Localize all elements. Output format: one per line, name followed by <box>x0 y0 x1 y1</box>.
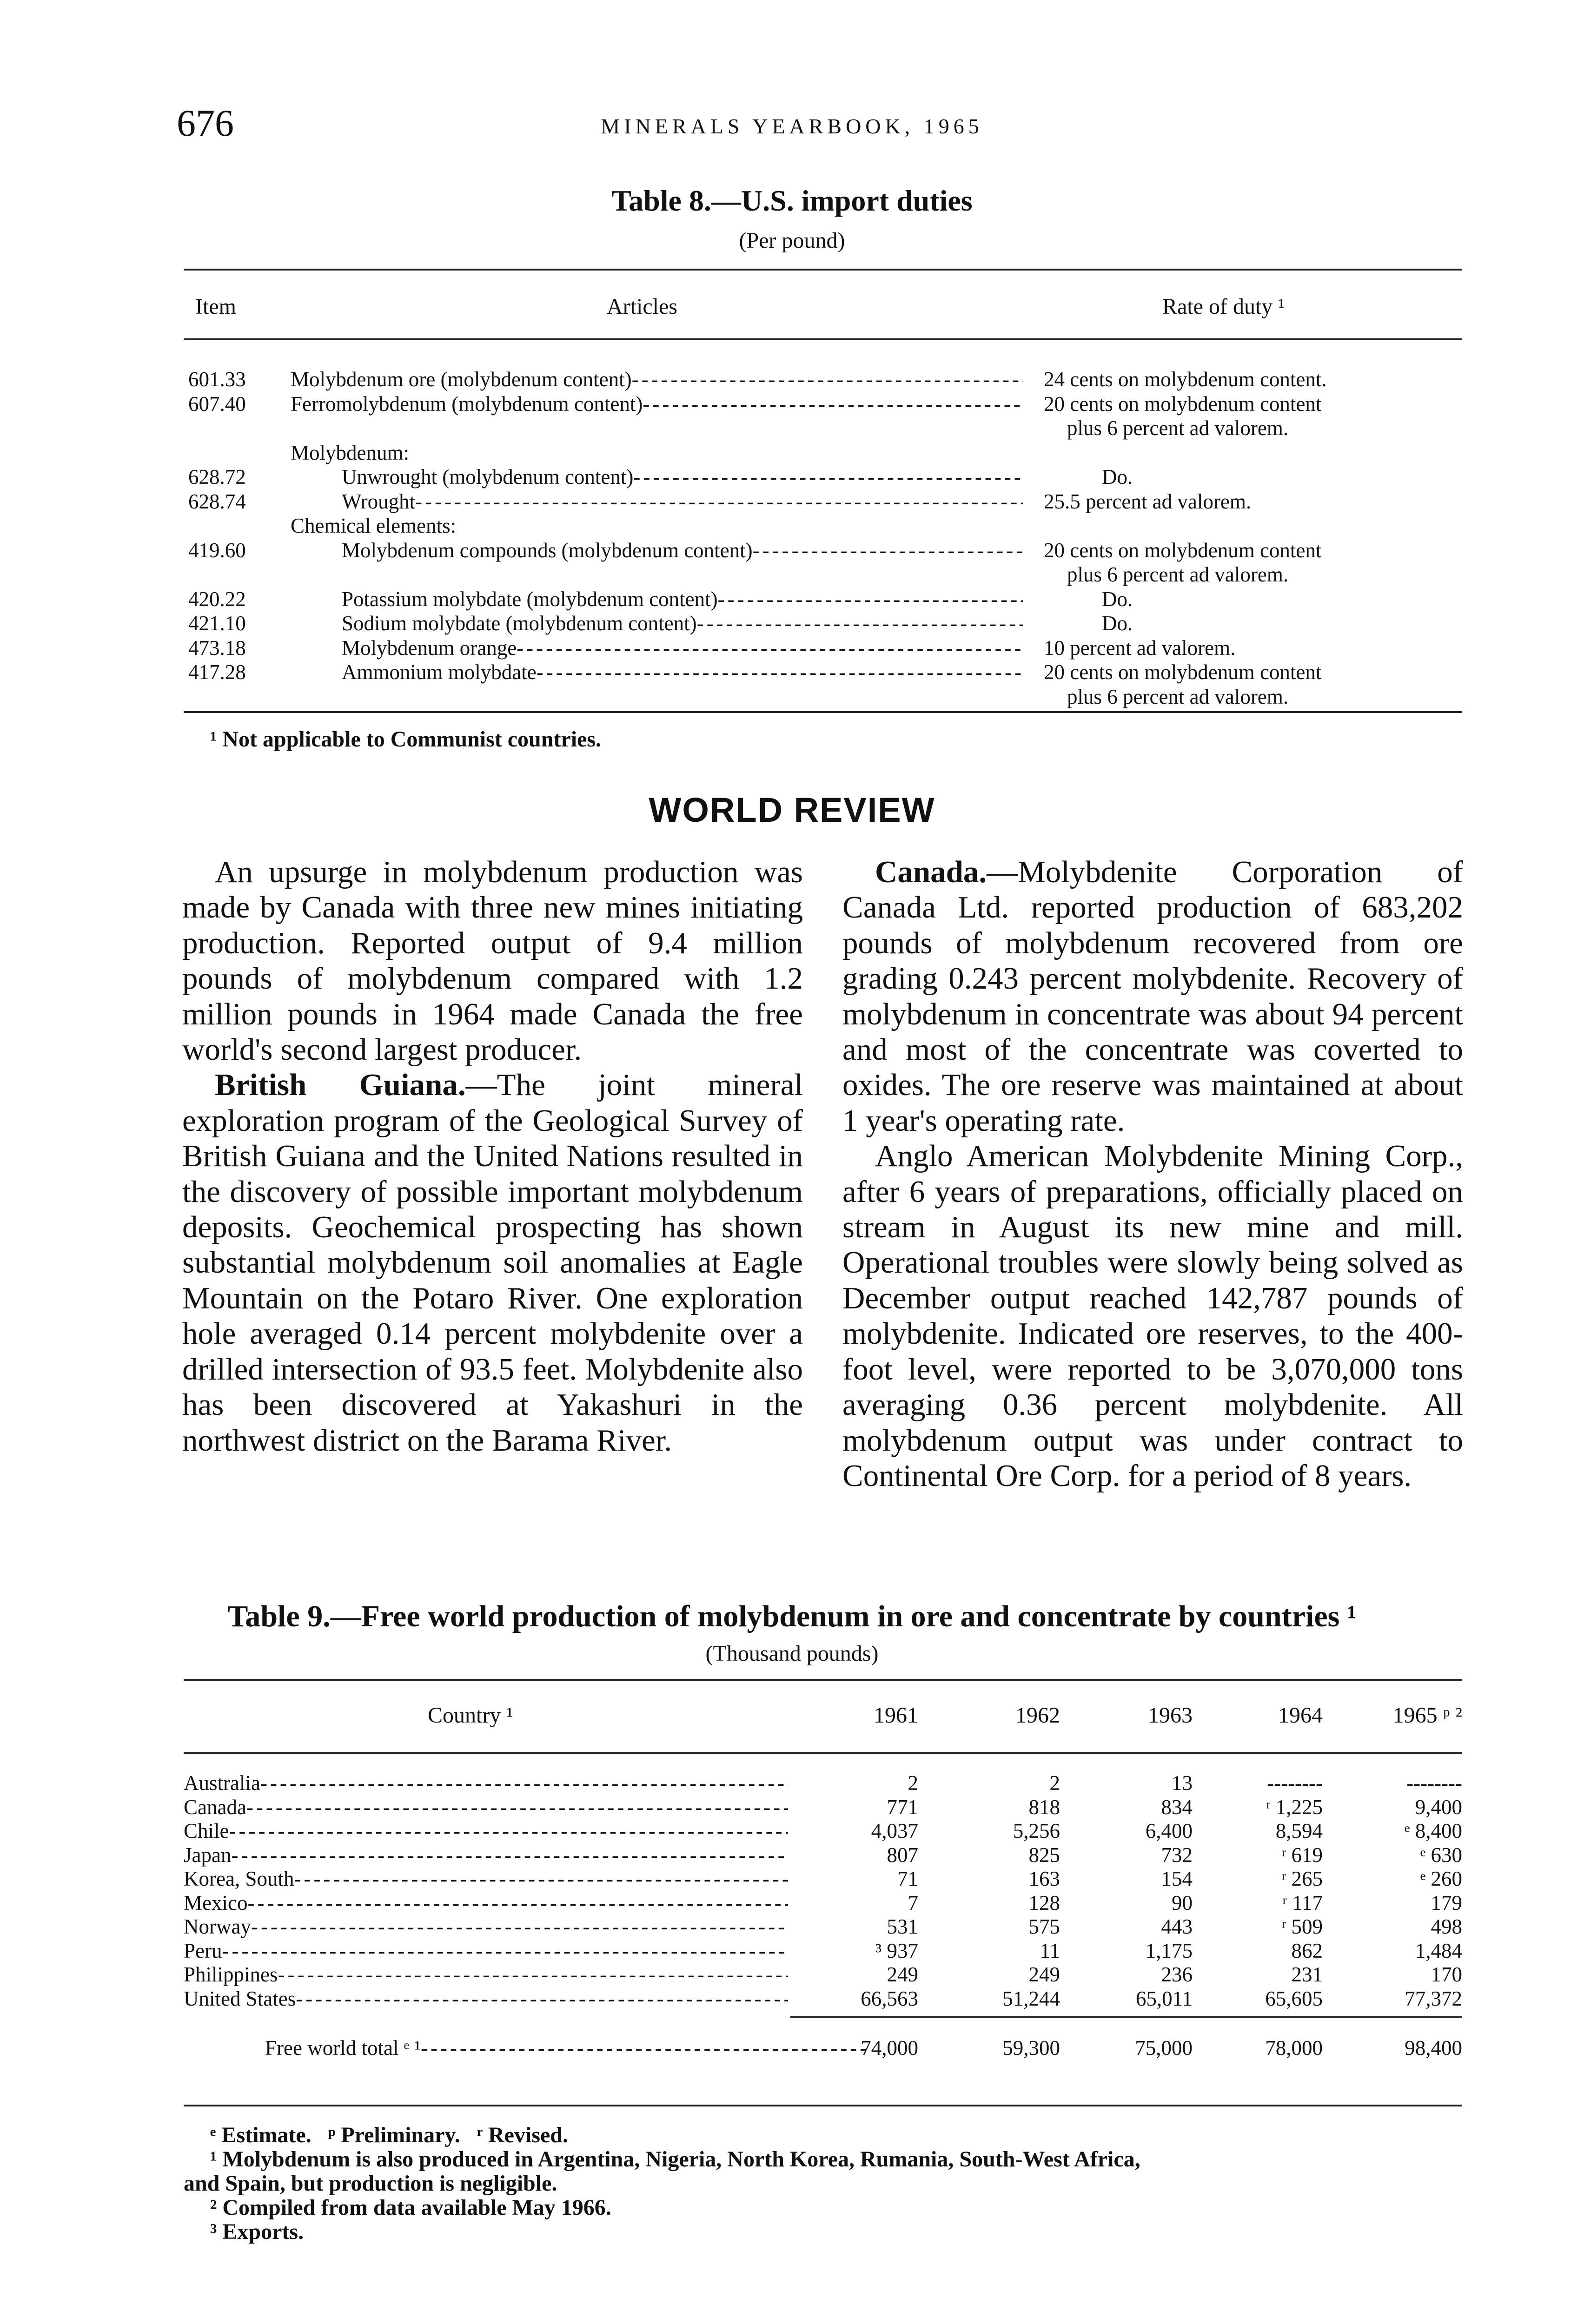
table8-item-code: 628.74 <box>188 489 246 513</box>
table9-cell: 59,300 <box>1002 2036 1060 2060</box>
paragraph-lead: British Guiana. <box>215 1068 466 1103</box>
table8-article <box>291 441 1023 465</box>
table8-article-text: Ferromolybdenum (molybdenum content) <box>291 392 643 416</box>
table8-caption: Table 8.—U.S. import duties <box>611 184 973 217</box>
right-column <box>842 854 1463 1493</box>
table9-col-country: Country ¹ <box>428 1703 513 1728</box>
leader-dots <box>294 1867 788 1890</box>
table9-cell: 2 <box>1049 1771 1060 1795</box>
leader-dots <box>718 588 1023 611</box>
table9-cell: ᵉ 8,400 <box>1404 1819 1462 1842</box>
table8-item-code: 473.18 <box>188 636 246 660</box>
table9-cell: 498 <box>1431 1915 1462 1938</box>
table9-cell: 90 <box>1172 1891 1193 1915</box>
table8-article-text: Potassium molybdate (molybdenum content) <box>342 587 718 611</box>
table9-country-text: Chile <box>184 1819 229 1842</box>
table9-col-1963: 1963 <box>1148 1703 1193 1728</box>
table9-country-text: Korea, South <box>184 1867 294 1890</box>
table9-country-text: Philippines <box>184 1963 278 1986</box>
table9-country <box>184 1962 788 1987</box>
table9-country <box>184 1939 788 1963</box>
leader-dots <box>222 1939 789 1962</box>
table9-cell: 154 <box>1161 1867 1193 1890</box>
leader-dots <box>517 636 1023 660</box>
table9-cell: 2 <box>908 1771 918 1795</box>
table9-footnote: ³ Exports. <box>210 2219 304 2244</box>
table9-cell: 807 <box>887 1843 918 1867</box>
table9-cell: 7 <box>908 1891 918 1915</box>
leader-dots <box>231 1843 788 1867</box>
paragraph-text: An upsurge in molybdenum production was made by Canada with three new mines initiating production. Reported output of 9.4 million pounds of molybdenum compared with 1.2 million pounds in 1964 made Canada the free world's second largest producer. <box>182 855 803 1067</box>
table9-country <box>184 1987 788 2011</box>
table9-country <box>184 1915 788 1939</box>
table9-cell: 443 <box>1161 1915 1193 1938</box>
leader-dots <box>537 660 1023 684</box>
table8-rate: 25.5 percent ad valorem. <box>1044 489 1252 513</box>
leader-dots <box>296 1987 788 2010</box>
leader-dots <box>753 539 1023 562</box>
leader-dots <box>632 368 1023 391</box>
table9-subcaption: (Thousand pounds) <box>705 1641 879 1666</box>
table9-cell: ʳ 117 <box>1282 1891 1323 1915</box>
table9-cell: 575 <box>1028 1915 1060 1938</box>
table8-rate: 20 cents on molybdenum content <box>1044 392 1322 416</box>
table8-item-code: 601.33 <box>188 368 246 391</box>
table9-cell: 249 <box>1028 1963 1060 1986</box>
table9-footnote: and Spain, but production is negligible. <box>184 2171 557 2196</box>
table9-cell: 65,605 <box>1265 1987 1323 2010</box>
paragraph-text: —The joint mineral exploration program of the Geological Survey of British Guiana and the United Nations resulted in the discovery of possible important molybdenum deposits. Geochemical prospecting has shown substantial molybdenum soil anomalies at Eagle Mountain on the Potaro River. One exploration hole averaged 0.14 percent molybdenite over a drilled intersection of 93.5 feet. Molybdenite also has been discovered at Yakashuri in the northwest district on the Barama River. <box>182 1068 803 1458</box>
table8-item-code: 417.28 <box>188 660 246 684</box>
table9-cell: 834 <box>1161 1795 1193 1819</box>
table8-col-item: Item <box>195 294 236 319</box>
leader-dots <box>697 612 1023 635</box>
table9-cell: 75,000 <box>1135 2036 1193 2060</box>
table8-rate: Do. <box>1102 465 1133 489</box>
table8-rate: plus 6 percent ad valorem. <box>1067 416 1289 440</box>
table8-col-rate: Rate of duty ¹ <box>1162 294 1285 319</box>
table9-cell: 71 <box>897 1867 918 1890</box>
table8-footnote: ¹ Not applicable to Communist countries. <box>210 727 602 752</box>
table8-article-text: Ammonium molybdate <box>342 660 537 684</box>
table9-cell: 862 <box>1291 1939 1323 1962</box>
table9-country <box>184 1795 788 1820</box>
table8-article-text: Chemical elements: <box>291 514 457 537</box>
table9-cell: ʳ 265 <box>1281 1867 1323 1890</box>
table8-article <box>291 514 1023 538</box>
table9-col-1965: 1965 ᵖ ² <box>1392 1703 1462 1728</box>
table9-country-text: Canada <box>184 1795 246 1819</box>
table9-cell: 170 <box>1431 1963 1462 1986</box>
table8-item-code: 628.72 <box>188 465 246 489</box>
table9-cell: ʳ 509 <box>1281 1915 1323 1938</box>
table9-footnote: ² Compiled from data available May 1966. <box>210 2195 611 2220</box>
paragraph-lead: Canada. <box>875 855 987 889</box>
table9-cell: 4,037 <box>871 1819 918 1842</box>
table8-col-articles: Articles <box>607 294 677 319</box>
leader-dots <box>633 465 1023 489</box>
table9-country <box>184 1867 788 1891</box>
table9-top-rule <box>184 1679 1462 1681</box>
table9-country <box>184 1891 788 1915</box>
table9-cell: ᵉ 260 <box>1420 1867 1462 1890</box>
page-number: 676 <box>177 102 234 144</box>
table8-article-text: Molybdenum orange <box>342 636 517 660</box>
table9-cell: 1,484 <box>1415 1939 1462 1962</box>
leader-dots <box>643 392 1023 416</box>
table9-country-text: Mexico <box>184 1891 248 1915</box>
table9-country-text: Free world total ᵉ ¹ <box>265 2036 421 2060</box>
leader-dots <box>229 1819 789 1842</box>
table9-cell: ᵉ 630 <box>1420 1843 1462 1867</box>
table8-article <box>291 660 1023 684</box>
leader-dots <box>246 1796 788 1819</box>
table9-bottom-rule <box>184 2105 1462 2106</box>
left-column <box>182 854 803 1458</box>
table8-rate: 20 cents on molybdenum content <box>1044 660 1322 684</box>
leader-dots <box>278 1963 788 1986</box>
table9-cell: 51,244 <box>1002 1987 1060 2010</box>
table8-item-code: 421.10 <box>188 612 246 635</box>
table9-cell: 249 <box>887 1963 918 1986</box>
table9-cell: 8,594 <box>1275 1819 1323 1842</box>
table9-country-text: Japan <box>184 1843 232 1867</box>
table8-item-code: 419.60 <box>188 538 246 562</box>
table8-article <box>291 489 1023 514</box>
table9-total-label <box>184 2036 869 2060</box>
table9-cell: ³ 937 <box>875 1939 918 1962</box>
table8-article <box>291 392 1023 416</box>
paragraph <box>842 1138 1463 1493</box>
paragraph <box>182 1067 803 1458</box>
table8-bottom-rule <box>184 711 1462 713</box>
leader-dots <box>415 490 1023 513</box>
leader-dots <box>260 1771 788 1795</box>
table9-cell: 6,400 <box>1145 1819 1193 1842</box>
table9-country-text: Australia <box>184 1771 260 1795</box>
table9-country-text: Norway <box>184 1915 251 1938</box>
table9-cell: -------- <box>1267 1771 1323 1795</box>
table9-cell: 531 <box>887 1915 918 1938</box>
paragraph <box>842 854 1463 1138</box>
table9-cell: 9,400 <box>1415 1795 1462 1819</box>
table9-head-rule <box>184 1752 1462 1754</box>
table8-head-rule <box>184 338 1462 340</box>
table8-rate: plus 6 percent ad valorem. <box>1067 563 1289 586</box>
table9-cell: 236 <box>1161 1963 1193 1986</box>
table9-country <box>184 1771 788 1796</box>
table9-country <box>184 1843 788 1868</box>
table8-article-text: Wrought <box>342 489 416 513</box>
table9-country-text: United States <box>184 1987 296 2010</box>
leader-dots <box>251 1915 788 1938</box>
table9-cell: 98,400 <box>1405 2036 1462 2060</box>
table9-cell: 128 <box>1028 1891 1060 1915</box>
table9-cell: 13 <box>1172 1771 1193 1795</box>
table9-col-1961: 1961 <box>874 1703 918 1728</box>
table9-cell: ʳ 1,225 <box>1266 1795 1323 1819</box>
table8-article-text: Unwrought (molybdenum content) <box>342 465 634 489</box>
table8-rate: 10 percent ad valorem. <box>1044 636 1236 660</box>
table9-cell: 11 <box>1040 1939 1060 1962</box>
table8-subcaption: (Per pound) <box>739 228 845 253</box>
table8-article <box>291 465 1023 489</box>
table8-article-text: Molybdenum ore (molybdenum content) <box>291 368 632 391</box>
table9-cell: 74,000 <box>861 2036 918 2060</box>
table8-rate: 20 cents on molybdenum content <box>1044 538 1322 562</box>
table9-cell: 771 <box>887 1795 918 1819</box>
table9-cell: 163 <box>1028 1867 1060 1890</box>
paragraph <box>182 854 803 1067</box>
table9-col-1962: 1962 <box>1015 1703 1060 1728</box>
table9-cell: 825 <box>1028 1843 1060 1867</box>
table9-cell: 818 <box>1028 1795 1060 1819</box>
table9-country <box>184 1819 788 1843</box>
table9-col-1964: 1964 <box>1278 1703 1323 1728</box>
table9-cell: 1,175 <box>1145 1939 1193 1962</box>
table8-article <box>291 611 1023 635</box>
table9-cell: 179 <box>1431 1891 1462 1915</box>
table9-cell: 78,000 <box>1265 2036 1323 2060</box>
table9-cell: 5,256 <box>1013 1819 1060 1842</box>
table9-cell: 231 <box>1291 1963 1323 1986</box>
leader-dots <box>247 1891 788 1915</box>
paragraph-text: —Molybdenite Corporation of Canada Ltd. reported production of 683,202 pounds of molybdenum recovered from ore grading 0.243 percent molybdenite. Recovery of molybdenum in concentrate was about 94 percent and most of the concentrate was coverted to oxides. The ore reserve was maintained at about 1 year's operating rate. <box>842 855 1463 1138</box>
table9-cell: 66,563 <box>861 1987 918 2010</box>
table8-top-rule <box>184 269 1462 271</box>
table8-rate: Do. <box>1102 612 1133 635</box>
table8-item-code: 607.40 <box>188 392 246 416</box>
table8-article <box>291 367 1023 391</box>
section-heading: WORLD REVIEW <box>649 791 935 829</box>
table9-cell: 65,011 <box>1135 1987 1193 2010</box>
running-title: MINERALS YEARBOOK, 1965 <box>601 114 983 138</box>
table8-article-text: Sodium molybdate (molybdenum content) <box>342 612 697 635</box>
table8-article <box>291 636 1023 660</box>
table9-cell: 732 <box>1161 1843 1193 1867</box>
table8-article-text: Molybdenum: <box>291 441 409 464</box>
table8-item-code: 420.22 <box>188 587 246 611</box>
table8-article <box>291 587 1023 611</box>
table9-country-text: Peru <box>184 1939 222 1962</box>
table8-rate: plus 6 percent ad valorem. <box>1067 685 1289 708</box>
table9-cell: -------- <box>1406 1771 1462 1795</box>
paragraph-text: Anglo American Molybdenite Mining Corp., after 6 years of preparations, officially placed on stream in August its new mine and mill. Operational troubles were slowly being solved as December output reached 142,787 pounds of molybdenite. Indicated ore reserves, to the 400-foot level, were reported to be 3,070,000 tons averaging 0.36 percent molybdenite. All molybdenum output was under contract to Continental Ore Corp. for a period of 8 years. <box>842 1139 1463 1493</box>
table9-total-rule <box>790 2016 1462 2018</box>
table8-article-text: Molybdenum compounds (molybdenum content) <box>342 538 753 562</box>
table8-rate: Do. <box>1102 587 1133 611</box>
table9-cell: 77,372 <box>1405 1987 1462 2010</box>
table9-footnote: ᵉ Estimate. ᵖ Preliminary. ʳ Revised. <box>210 2123 568 2147</box>
table9-cell: ʳ 619 <box>1281 1843 1323 1867</box>
table9-footnote: ¹ Molybdenum is also produced in Argentina, Nigeria, North Korea, Rumania, South-West Africa, <box>210 2147 1140 2172</box>
table9-caption: Table 9.—Free world production of molybdenum in ore and concentrate by countries ¹ <box>227 1599 1357 1633</box>
table8-article <box>291 538 1023 562</box>
table8-rate: 24 cents on molybdenum content. <box>1044 368 1327 391</box>
